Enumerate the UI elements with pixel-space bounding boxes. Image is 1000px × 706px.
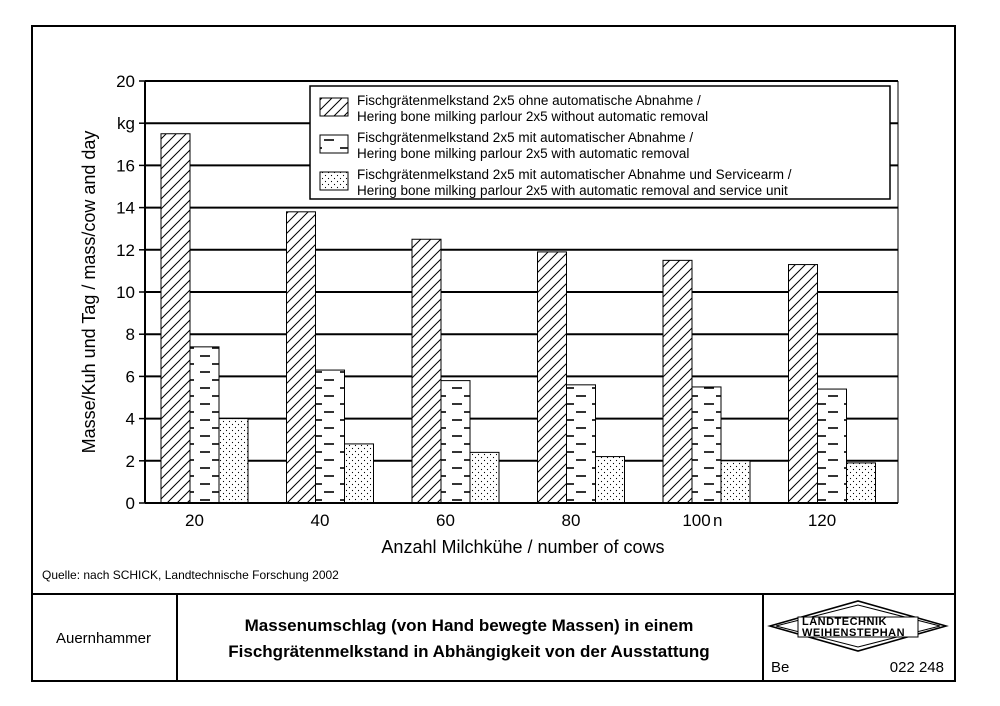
y-tick-label: 0 [125, 494, 135, 513]
bar [345, 444, 374, 503]
legend-entry-line2: Hering bone milking parlour 2x5 with automatic removal [357, 146, 690, 161]
legend-entry-line1: Fischgrätenmelkstand 2x5 ohne automatische Abnahme / [357, 93, 701, 108]
y-tick-label: 20 [116, 72, 135, 91]
bar [721, 461, 750, 503]
y-tick-label: 6 [125, 367, 135, 387]
bar [847, 463, 876, 503]
bar [663, 260, 692, 503]
bar [567, 385, 596, 503]
bar [470, 452, 499, 503]
x-tick-label: 120 [807, 511, 837, 530]
legend-entry-line1: Fischgrätenmelkstand 2x5 mit automatischer Abnahme und Servicearm / [357, 167, 792, 182]
bar [596, 457, 625, 503]
y-tick-label: 4 [125, 409, 135, 429]
x-tick-label: 100 [682, 511, 711, 530]
bar [412, 239, 441, 503]
y-unit-label: kg [117, 114, 135, 134]
footer-title [176, 595, 764, 682]
y-tick-label: 10 [116, 283, 135, 302]
bar [789, 265, 818, 503]
legend-swatch [320, 172, 348, 190]
bar [441, 381, 470, 503]
legend-entry-line2: Hering bone milking parlour 2x5 with automatic removal and service unit [357, 183, 788, 198]
y-tick-label: 2 [125, 451, 135, 471]
footer-title-line1: Massenumschlag (von Hand bewegte Massen) in einem [244, 615, 694, 635]
footer-number: 022 248 [889, 659, 944, 676]
x-tick-label: 80 [561, 511, 581, 530]
bar [692, 387, 721, 503]
bar [190, 347, 219, 503]
bar [287, 212, 316, 503]
legend-swatch [320, 98, 348, 116]
y-tick-label: 12 [116, 240, 135, 260]
legend [310, 86, 890, 199]
y-tick-label: 8 [125, 325, 135, 345]
footer [31, 593, 956, 682]
bar [818, 389, 847, 503]
y-tick-label: 16 [116, 156, 135, 176]
x-tick-label: 60 [436, 511, 455, 530]
bar [538, 252, 567, 503]
legend-swatch [320, 135, 348, 153]
x-axis-title: Anzahl Milchkühe / number of cows [381, 537, 665, 557]
legend-entry-line2: Hering bone milking parlour 2x5 without automatic removal [357, 109, 709, 124]
footer-code: Be [771, 659, 790, 676]
y-axis-title: Masse/Kuh und Tag / mass/cow and day [79, 130, 99, 454]
source-note: Quelle: nach SCHICK, Landtechnische Forschung 2002 [42, 568, 339, 582]
y-tick-label: 14 [116, 198, 135, 218]
x-tick-label: 20 [185, 511, 204, 530]
bar [161, 134, 190, 503]
logo-text-line2: WEIHENSTEPHAN [802, 627, 906, 639]
logo-text-line1: LANDTECHNIK [802, 616, 887, 628]
x-tick-label: 40 [310, 511, 330, 530]
footer-author: Auernhammer [31, 595, 178, 682]
bar [219, 419, 248, 503]
x-unit-label: n [713, 511, 723, 530]
bar [316, 370, 345, 503]
legend-entry-line1: Fischgrätenmelkstand 2x5 mit automatischer Abnahme / [357, 130, 694, 145]
footer-title-line2: Fischgrätenmelkstand in Abhängigkeit von der Ausstattung [228, 641, 710, 661]
